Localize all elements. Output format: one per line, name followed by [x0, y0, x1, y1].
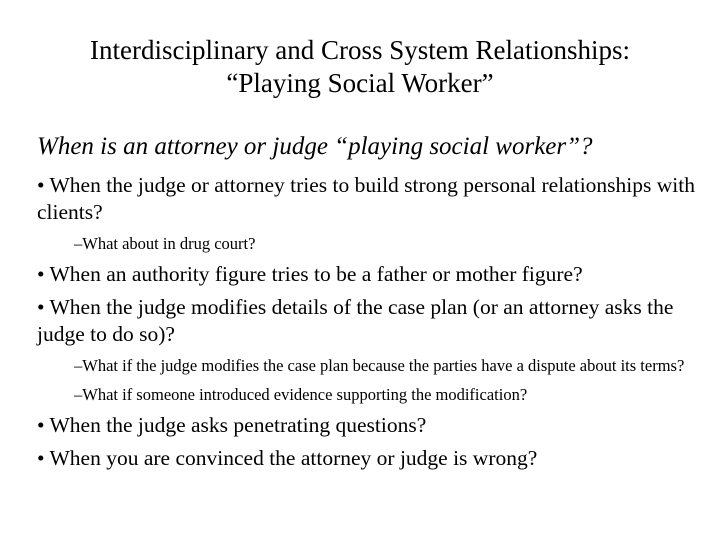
bullet-list: [37, 172, 707, 478]
sub-bullet-item: –What if someone introduced evidence supporting the modification?: [74, 385, 528, 404]
sub-bullet-item: –What if the judge modifies the case plan because the parties have a dispute about its terms?: [74, 356, 685, 375]
bullet-item: • When the judge or attorney tries to build strong personal relationships with clients?: [37, 173, 695, 224]
bullet-item: • When the judge modifies details of the case plan (or an attorney asks the judge to do so)?: [37, 295, 674, 346]
bullet-item: • When an authority figure tries to be a father or mother figure?: [37, 262, 583, 286]
slide-title: [20, 34, 700, 100]
bullet-item: • When you are convinced the attorney or judge is wrong?: [37, 446, 538, 470]
bullet-item: • When the judge asks penetrating questions?: [37, 413, 427, 437]
title-line-2: “Playing Social Worker”: [226, 68, 494, 98]
sub-bullet-item: –What about in drug court?: [74, 234, 256, 253]
slide-subtitle: When is an attorney or judge “playing social worker”?: [37, 133, 593, 160]
title-line-1: Interdisciplinary and Cross System Relationships:: [90, 35, 630, 65]
